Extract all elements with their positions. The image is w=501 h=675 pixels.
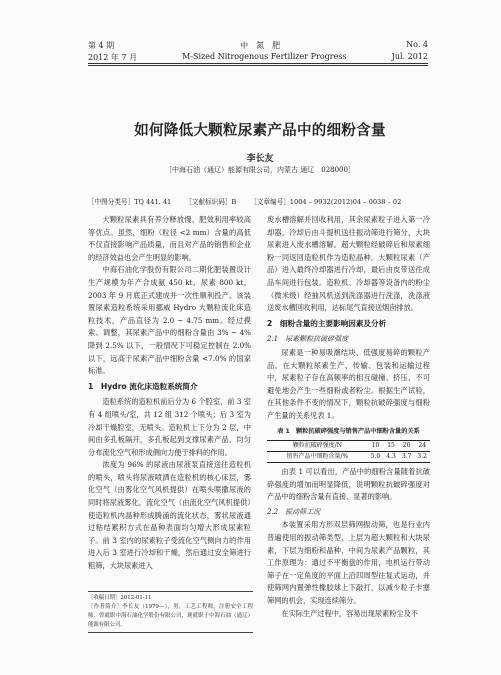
article-title: 如何降低大颗粒尿素产品中的细粉含量 xyxy=(134,123,386,139)
table-row xyxy=(267,452,430,463)
data-table xyxy=(267,440,430,463)
running-header-bottom xyxy=(88,52,428,63)
journal-name-en: M-Sized Nitrogenous Fertilizer Progress xyxy=(182,52,347,61)
classification-number: ［中图分类号］TQ 441. 41 xyxy=(88,198,172,206)
header-rule-thin xyxy=(88,65,428,66)
right-column xyxy=(267,214,430,620)
author-affiliation: ［中海石油（通辽）能源有限公司，内蒙古 通辽 028000］ xyxy=(165,166,355,174)
table-cell: 销售产品中细粉含量/% xyxy=(286,453,349,461)
header-rule xyxy=(88,63,428,64)
table-header-cell: 24 xyxy=(418,442,427,450)
table-header-cell: 15 xyxy=(387,442,395,450)
body-paragraph: 尿素是一种易吸潮结块、低强度易碎的颗粒产品。在大颗粒尿素生产、传输、包装和运输过程中，尿素粒子存在高频率的相互碰撞、挤压，不可避免地会产生一些细粉或者粉尘。根据生产试验，在其他条件不变的情况下，颗粒抗破碎强度与细粉产生量的关系见表 1。 xyxy=(267,347,430,420)
issue-date-en: Jul. 2012 xyxy=(391,52,428,61)
body-paragraph: 废水槽溶解并回收利用，其余尿素粒子进入第一冷却器，冷却后由斗提机送往振动筛进行筛分，大块尿素进入废水槽溶解。超大颗粒经破碎后和尿素细粉一同返回造粒机作为造粒晶种。大颗粒尿素（产品）进入最终冷却器进行冷却，最后由皮带送往成品车间进行包装。造粒机、冷却器等设备内的粉尘（微米级）经抽风机送到洗涤器进行洗涤，洗涤液送废水槽回收利用，达标尾气直接送烟囱排放。 xyxy=(267,215,430,313)
table-cell: 4.3 xyxy=(386,453,396,461)
author-name: 李长友 xyxy=(246,154,274,164)
table-header-row xyxy=(267,441,430,452)
table-header-cell: 20 xyxy=(402,442,411,450)
left-column xyxy=(88,214,251,573)
issue-date-cn: 2012 年 7 月 xyxy=(88,53,138,62)
author-bio: ［作者简介］李长友（1979—），男，工艺工程师，注册安全工程师，曾就职中海石油化学股份有限公司，现就职于中海石油（通辽）能源有限公司。 xyxy=(88,604,253,628)
article-id: ［文章编号］1004 – 9932(2012)04 – 0038 – 02 xyxy=(250,198,402,206)
footnote-box xyxy=(88,591,253,633)
section-heading: 1 Hydro 流化床造粒系统简介 xyxy=(88,381,198,391)
issue-number-cn: 第 4 期 xyxy=(88,41,115,50)
document-code: ［文献标识码］B xyxy=(185,198,237,206)
received-date: ［收稿日期］2012-01-11 xyxy=(88,595,152,601)
journal-name-cn: 中 氮 肥 xyxy=(240,41,281,50)
table-caption: 表 1 颗粒抗破碎强度与销售产品中细粉含量的关系 xyxy=(277,427,420,435)
body-paragraph: 浓度为 96% 的尿液由尿液泵直接送往造粒机的喷头，喷头将尿液喷洒在造粒机的核心床层，雾化空气（由雾化空气风机提供）在喷头喷撒尿液的同时将尿液雾化，流化空气（由流化空气风机提供）使造粒机内晶种形成腾涌的流化状态，雾状尿液通过粘结累积方式在晶种表面均匀增大形成尿素粒子。前 3 室内的尿素粒子受流化空气侧向力的作用进入后 3 室进行冷却和干燥，然后通过安全筛进行粗筛，大块尿素进入 xyxy=(88,460,251,571)
article-metadata xyxy=(88,196,428,206)
intro-paragraph: 中海石油化学股份有限公司二期化肥装置设计生产规模为年产合成氨 450 kt、尿素 800 kt，2003 年 9 月底正式建成并一次性顺利投产。该装置尿素造粒系统采用挪威 Hydro 大颗粒流化床造粒技术，产品直径为 2.0 ~ 4.75 mm。经过摸索、调整，其尿素产品中的细粉含量由 3% ~ 4% 降到 2.5% 以下，一般情况下可稳定控制在 2.0% 以下，远高于尿素产品中细粉含量 <7.0% 的国家标准。 xyxy=(88,265,251,376)
section-heading: 2 细粉含量的主要影响因素及分析 xyxy=(267,318,387,328)
table-header-cell: 10 xyxy=(371,442,380,450)
intro-paragraph: 大颗粒尿素具有养分释放慢、肥效利用率较高等优点。虽然，细粉（粒径 <2 mm）含量的高低不仅直接影响产品质量，而且对产品的销售和企业的经济效益也会产生明显的影响。 xyxy=(88,215,251,262)
table-cell: 3.2 xyxy=(417,453,427,461)
table-cell: 5.0 xyxy=(370,453,381,461)
subsection-heading: 2.2 振动筛工况 xyxy=(267,507,321,516)
body-paragraph: 由表 1 可以看出，产品中的细粉含量随着抗破碎强度的增加而明显降低，说明颗粒抗破碎强度对产品中的细粉含量有直接、显著的影响。 xyxy=(267,467,430,502)
body-paragraph: 在实际生产过程中，容易出现尿素粉尘及不 xyxy=(281,608,418,618)
body-paragraph: 本装置采用方形双层筛网振动筛，也是行业内普遍使用的振动筛类型，上层为超大颗粒和大块尿素，下层为细粉和晶种，中间为尿素产品颗粒，其工作原理为：通过不平衡盘的作用，电机运行带动筛子在一定角度的平面上沿四周型往复式运动，并使筛网内置弹性橡胶球上下敲打，以减少粒子卡塞筛网的机会，实现连续筛分。 xyxy=(267,520,430,606)
issue-number-en: No. 4 xyxy=(406,40,428,49)
table-header-cell: 颗粒抗破碎强度/N xyxy=(292,442,342,450)
subsection-heading: 2.1 尿素颗粒抗破碎强度 xyxy=(267,335,349,344)
body-paragraph: 造粒系统的造粒机前后分为 6 个腔室，前 3 室有 4 组喷头/室，共 12 组 312 个喷头；后 3 室为冷却干燥腔室，无喷头。造粒机上下分为 2 层，中间由多孔板隔开，多孔板起到支撑尿素产品、均匀分布流化空气和形成侧向力便于排料的作用。 xyxy=(88,397,251,457)
table-cell: 3.7 xyxy=(401,453,412,461)
running-header-top xyxy=(88,40,428,51)
